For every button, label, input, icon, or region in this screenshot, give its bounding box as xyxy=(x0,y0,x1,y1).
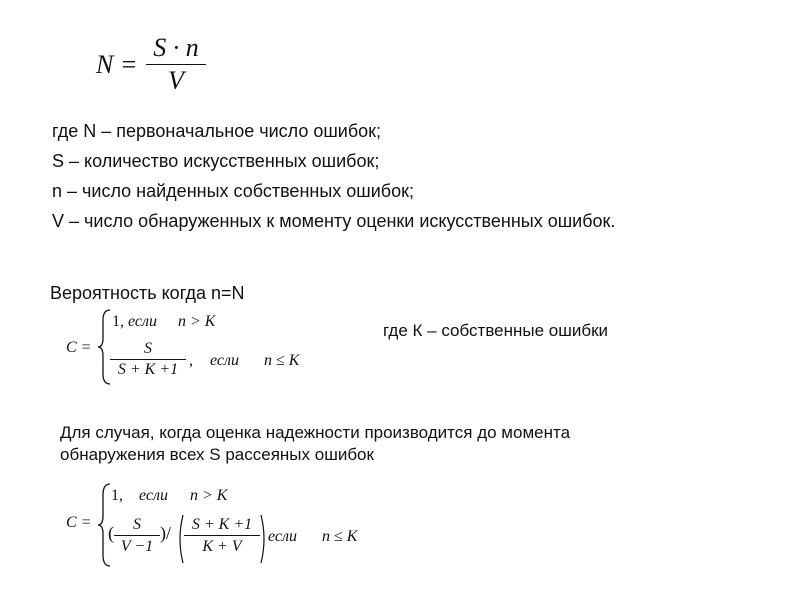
formula-c2-case2-condition: n ≤ K xyxy=(322,528,358,545)
right-large-paren-icon xyxy=(260,514,268,564)
formula-c1-comma: , xyxy=(189,352,193,369)
formula-c1-case2-condition: n ≤ K xyxy=(264,352,300,369)
formula-c2-case2-word: если xyxy=(268,528,297,545)
formula-c2-frac1-denominator: V −1 xyxy=(120,538,154,555)
formula-c2-left-paren: ( xyxy=(108,523,114,543)
formula-c1-case1-word: если xyxy=(128,313,157,330)
formula-c1-fraction xyxy=(110,339,186,380)
formula-n-lhs: N = xyxy=(96,50,138,79)
k-note: где К – собственные ошибки xyxy=(383,321,609,340)
formula-c1-numerator: S xyxy=(144,340,152,357)
formula-c2-fraction-2 xyxy=(184,514,260,557)
formula-c1-case1-condition: n > K xyxy=(178,313,216,330)
left-large-paren-icon xyxy=(176,514,184,564)
formula-c2-frac2-denominator: K + V xyxy=(202,538,242,555)
formula-c2-fraction-1 xyxy=(114,514,160,557)
formula-c2-right-paren-slash: )/ xyxy=(160,523,171,543)
formula-c1-case1-value: 1, xyxy=(112,313,124,330)
formula-n-denominator: V xyxy=(168,66,184,95)
definition-s: S – количество искусственных ошибок; xyxy=(52,151,380,171)
formula-c1-case2-word: если xyxy=(210,352,239,369)
probability-heading: Вероятность когда n=N xyxy=(50,283,245,303)
formula-c2-case1-condition: n > K xyxy=(190,487,228,504)
definition-n: где N – первоначальное число ошибок; xyxy=(52,121,382,141)
formula-n-numerator: S · n xyxy=(153,33,199,62)
definitions-list xyxy=(52,116,615,236)
definition-small-n: n – число найденных собственных ошибок; xyxy=(52,181,414,201)
case-text-line-1: Для случая, когда оценка надежности производится до момента xyxy=(60,423,571,442)
definition-v: V – число обнаруженных к моменту оценки искусственных ошибок. xyxy=(52,211,616,231)
formula-n-fraction xyxy=(146,32,206,97)
formula-c1-lhs: C = xyxy=(66,339,92,356)
formula-c1-denominator: S + K +1 xyxy=(117,361,179,378)
formula-c2-frac1-numerator: S xyxy=(133,516,141,533)
formula-c2-lhs: C = xyxy=(66,514,92,531)
case-text-line-2: обнаружения всех S рассеяных ошибок xyxy=(60,445,374,464)
formula-c2-case1-word: если xyxy=(139,487,168,504)
case-text xyxy=(60,422,570,466)
formula-c2-case1-value: 1, xyxy=(111,487,123,504)
formula-c2-frac2-numerator: S + K +1 xyxy=(191,516,253,533)
